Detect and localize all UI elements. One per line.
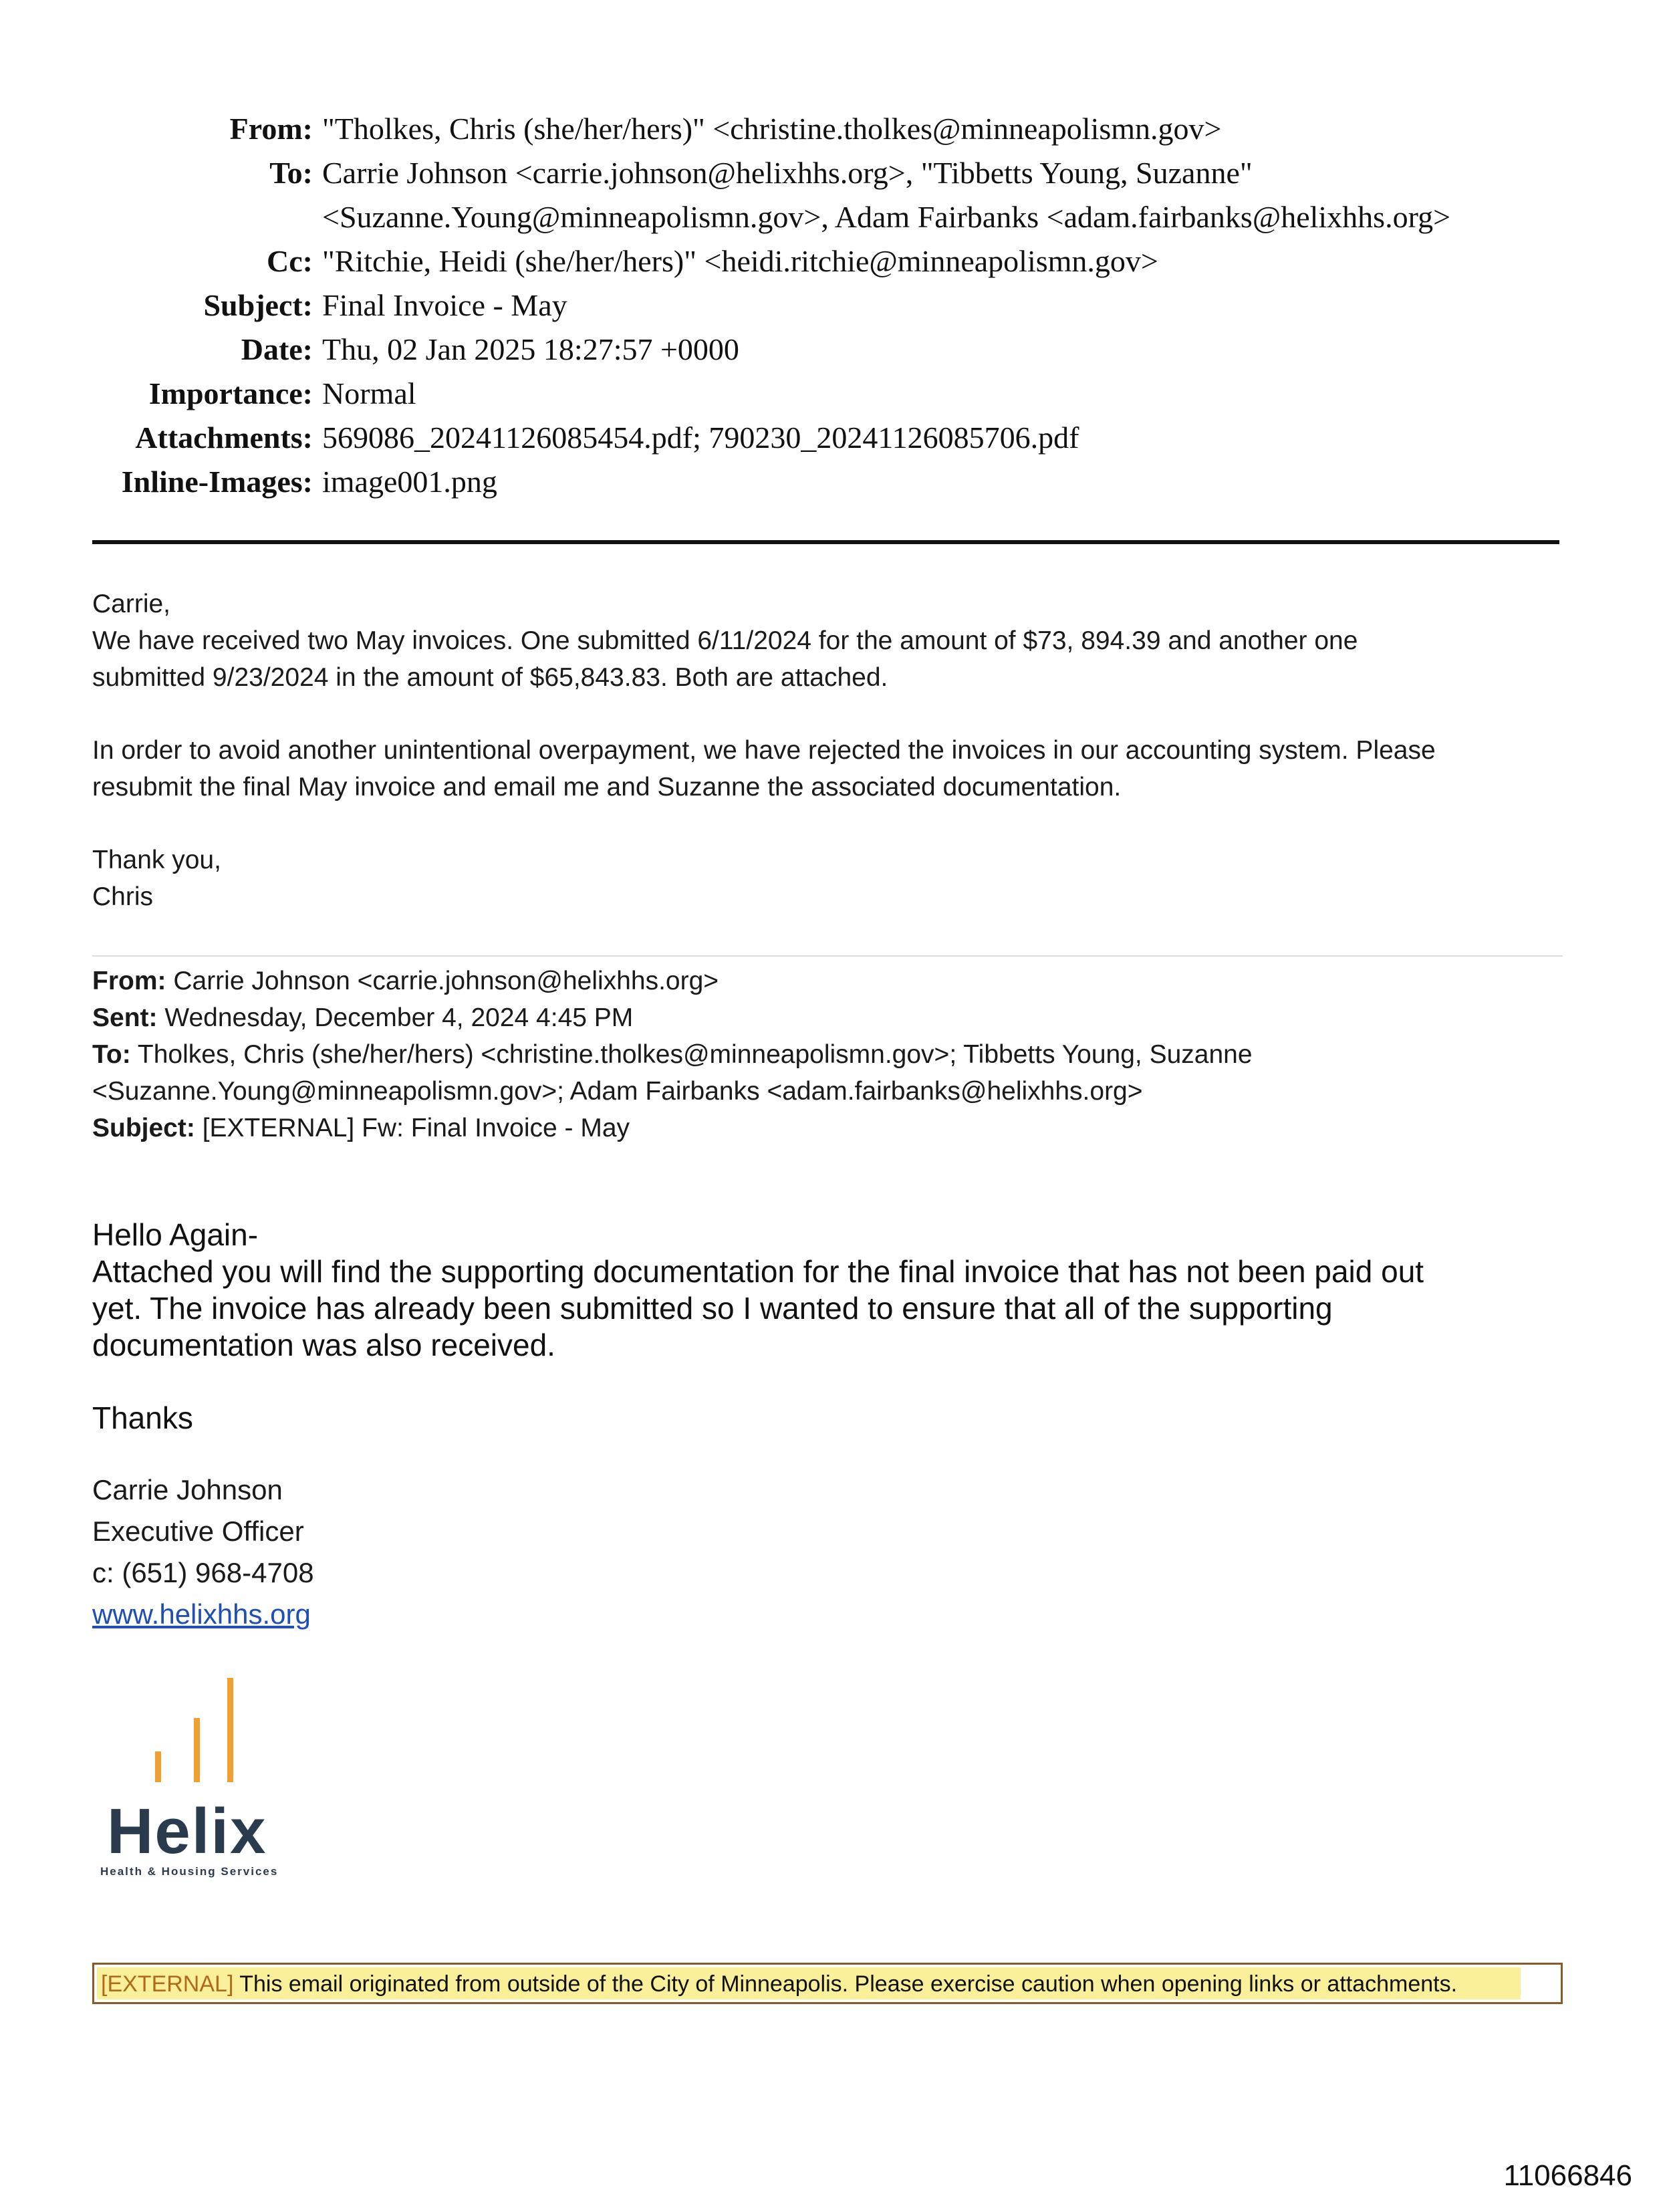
logo-wordmark: Helix (107, 1796, 267, 1867)
reply-body (92, 1217, 1563, 1437)
signature-website-link[interactable]: www.helixhhs.org (92, 1598, 311, 1630)
header-to-line-2: <Suzanne.Young@minneapolismn.gov>, Adam Fairbanks <adam.fairbanks@helixhhs.org> (322, 200, 1451, 234)
reply-line-3: documentation was also received. (92, 1328, 555, 1362)
header-to-line-1: Carrie Johnson <carrie.johnson@helixhhs.org>, "Tibbetts Young, Suzanne" (322, 156, 1253, 190)
header-date-label: Date: (241, 332, 313, 366)
forwarded-header (92, 963, 1563, 1146)
header-from-label: From: (229, 112, 313, 146)
header-to-row (80, 151, 1577, 239)
header-importance-label: Importance: (148, 376, 313, 410)
message-paragraph-2-line-2: resubmit the final May invoice and email me and Suzanne the associated documentation. (92, 773, 1122, 802)
forwarded-from-line (92, 963, 1563, 999)
header-attachments-label: Attachments: (135, 420, 313, 455)
reply-line-1: Attached you will find the supporting documentation for the final invoice that has not been paid out (92, 1254, 1424, 1289)
header-importance-row (80, 372, 1577, 416)
message-paragraph-1-line-2: submitted 9/23/2024 in the amount of $65,843.83. Both are attached. (92, 663, 888, 692)
forwarded-sent-line (92, 999, 1563, 1036)
header-subject-row (80, 283, 1577, 328)
header-cc-label: Cc: (267, 244, 313, 278)
header-inline-images-label: Inline-Images: (121, 465, 313, 499)
header-importance-value: Normal (322, 376, 416, 410)
logo-bar-short (155, 1751, 161, 1782)
header-subject-label: Subject: (203, 288, 313, 322)
forwarded-to-line (92, 1036, 1563, 1073)
header-cc-row (80, 239, 1577, 283)
forwarded-subject-label: Subject: (92, 1114, 195, 1142)
document-number: 11066846 (1503, 2159, 1632, 2192)
header-inline-images-row (80, 460, 1577, 504)
external-warning-banner (92, 1963, 1563, 2004)
header-from-row (80, 107, 1577, 151)
forwarded-to-label: To: (92, 1040, 131, 1069)
header-from-value: "Tholkes, Chris (she/her/hers)" <christine.tholkes@minneapolismn.gov> (322, 112, 1222, 146)
forwarded-from-value: Carrie Johnson <carrie.johnson@helixhhs.org> (166, 967, 719, 995)
message-paragraph-1-line-1: We have received two May invoices. One submitted 6/11/2024 for the amount of $73, 894.39 and another one (92, 626, 1358, 655)
header-attachments-value: 569086_20241126085454.pdf; 790230_20241126085706.pdf (322, 420, 1079, 455)
signature-name: Carrie Johnson (92, 1474, 283, 1505)
logo-tagline: Health & Housing Services (100, 1865, 279, 1878)
message-paragraph-2-line-1: In order to avoid another unintentional overpayment, we have rejected the invoices in our accounting system. Please (92, 736, 1436, 765)
header-subject-value: Final Invoice - May (322, 288, 567, 322)
external-warning-text: This email originated from outside of the City of Minneapolis. Please exercise caution when opening links or attachments. (233, 1971, 1458, 1997)
forwarded-subject-value: [EXTERNAL] Fw: Final Invoice - May (195, 1114, 630, 1142)
signature-phone: c: (651) 968-4708 (92, 1557, 314, 1588)
message-closing: Thank you, (92, 846, 221, 874)
reply-line-2: yet. The invoice has already been submitted so I wanted to ensure that all of the supporting (92, 1291, 1333, 1326)
reply-hello: Hello Again- (92, 1217, 259, 1252)
message-body (92, 586, 1563, 915)
header-to-label: To: (269, 156, 313, 190)
forwarded-from-label: From: (92, 967, 166, 995)
logo-bar-medium (194, 1718, 200, 1782)
header-inline-images-value: image001.png (322, 465, 497, 499)
external-tag: [EXTERNAL] (101, 1971, 234, 1997)
forwarded-to-value-1: Tholkes, Chris (she/her/hers) <christine.tholkes@minneapolismn.gov>; Tibbetts Young, Suzanne (130, 1040, 1253, 1069)
header-date-value: Thu, 02 Jan 2025 18:27:57 +0000 (322, 332, 739, 366)
message-greeting: Carrie, (92, 590, 171, 618)
forwarded-to-line-2: <Suzanne.Young@minneapolismn.gov>; Adam Fairbanks <adam.fairbanks@helixhhs.org> (92, 1077, 1143, 1106)
signature-title: Executive Officer (92, 1515, 304, 1547)
header-date-row (80, 328, 1577, 372)
email-header (80, 107, 1577, 504)
reply-thanks: Thanks (92, 1400, 193, 1435)
message-sender-name: Chris (92, 882, 154, 911)
header-divider (92, 540, 1559, 544)
signature (92, 1469, 314, 1635)
header-cc-value: "Ritchie, Heidi (she/her/hers)" <heidi.ritchie@minneapolismn.gov> (322, 244, 1158, 278)
forwarded-sent-label: Sent: (92, 1003, 158, 1032)
forward-divider (92, 955, 1563, 957)
logo-bar-tall (227, 1678, 233, 1782)
forwarded-subject-line (92, 1110, 1563, 1146)
forwarded-sent-value: Wednesday, December 4, 2024 4:45 PM (157, 1003, 634, 1032)
header-attachments-row (80, 416, 1577, 460)
